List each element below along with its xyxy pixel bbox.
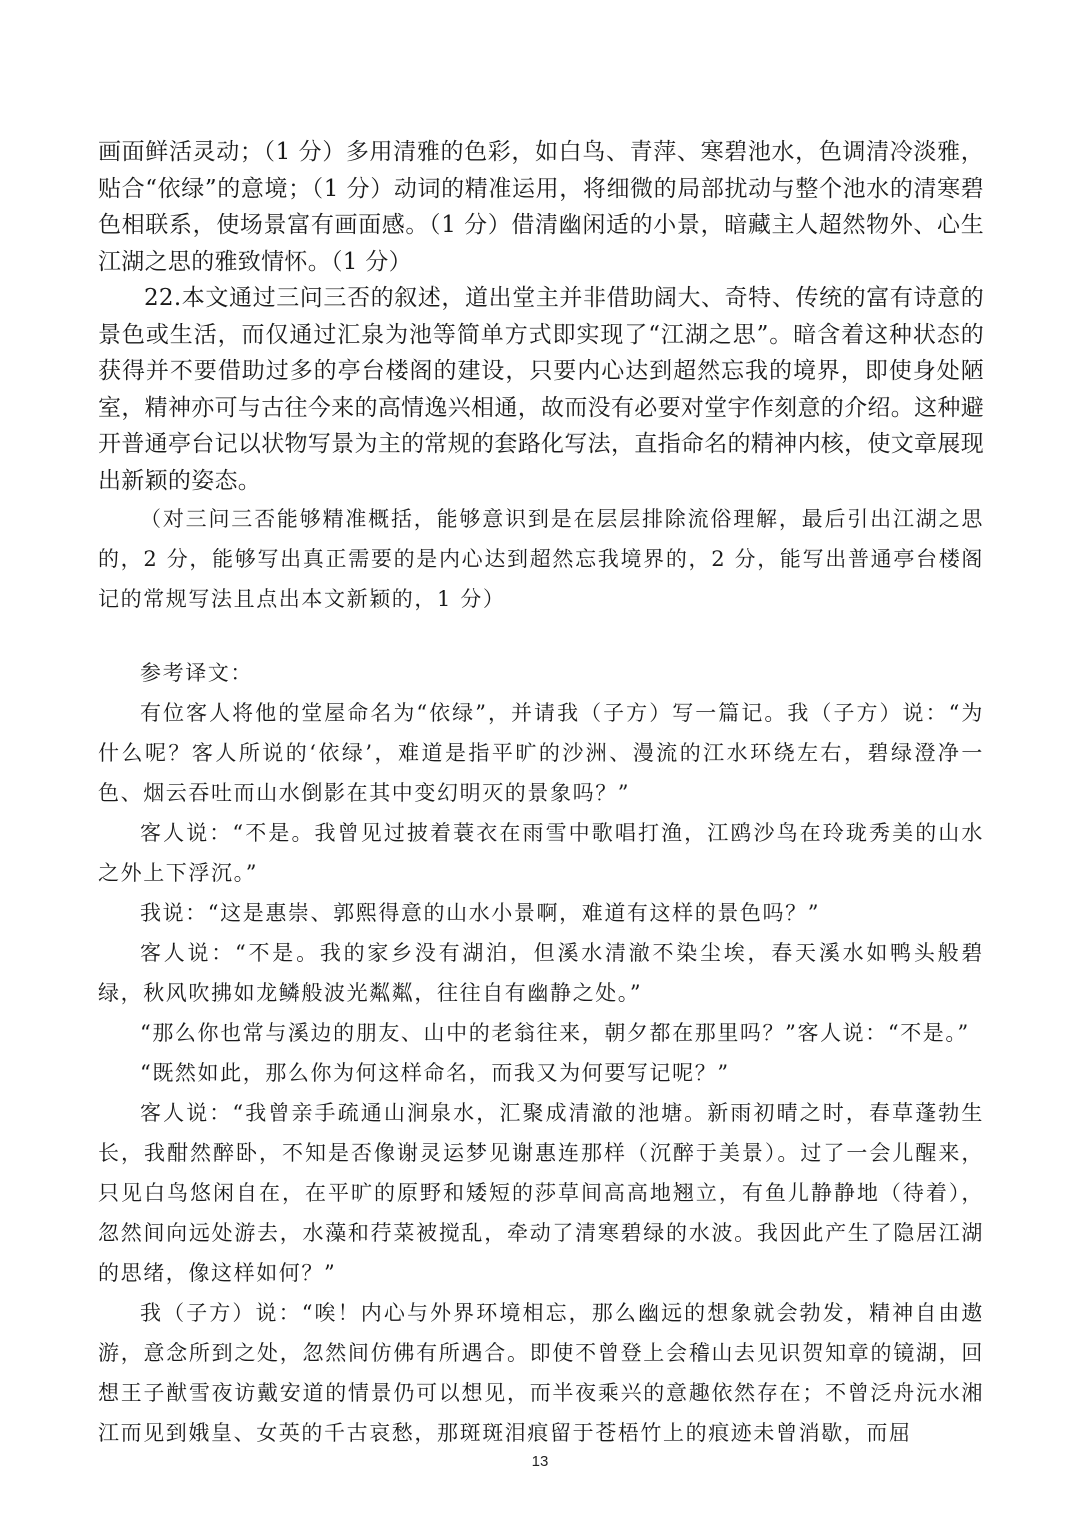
translation-paragraph: 我（子方）说：“唉！内心与外界环境相忘，那么幽远的想象就会勃发，精神自由遨游，意念所到之处，忽然间仿佛有所遇合。即使不曾登上会稽山去见识贺知章的镜湖，回想王子猷雪夜访戴安道的情景仍可以想见，而半夜乘兴的意趣依然存在；不曾泛舟沅水湘江而见到娥皇、女英的千古哀愁，那斑斑泪痕留于苍梧竹上的痕迹未曾消歇，而屈	[98, 1301, 984, 1445]
answer-paragraph-21-end: 画面鲜活灵动；（1 分）多用清雅的色彩，如白鸟、青萍、寒碧池水，色调清冷淡雅，贴合“依绿”的意境；（1 分）动词的精准运用，将细微的局部扰动与整个池水的清寒碧色相联系，使场景富有画面感。（1 分）借清幽闲适的小景，暗藏主人超然物外、心生江湖之思的雅致情怀。（1 分）	[98, 139, 984, 275]
translation-heading: 参考译文：	[140, 661, 253, 685]
translation-paragraph: “那么你也常与溪边的朋友、山中的老翁往来，朝夕都在那里吗？”客人说：“不是。”	[140, 1021, 970, 1045]
translation-paragraph: 我说：“这是惠崇、郭熙得意的山水小景啊，难道有这样的景色吗？”	[140, 901, 821, 925]
section-gap	[98, 619, 984, 653]
translation-paragraph: 有位客人将他的堂屋命名为“依绿”，并请我（子方）写一篇记。我（子方）说：“为什么呢？客人所说的‘依绿’，难道是指平旷的沙洲、漫流的江水环绕左右，碧绿澄净一色、烟云吞吐而山水倒影在其中变幻明灭的景象吗？”	[98, 701, 984, 805]
page-number: 13	[531, 1453, 549, 1470]
answer-paragraph-22: 22.本文通过三问三否的叙述，道出堂主并非借助阔大、奇特、传统的富有诗意的景色或生活，而仅通过汇泉为池等简单方式即实现了“江湖之思”。暗含着这种状态的获得并不要借助过多的亭台楼阁的建设，只要内心达到超然忘我的境界，即使身处陋室，精神亦可与古往今来的高情逸兴相通，故而没有必要对堂宇作刻意的介绍。这种避开普通亭台记以状物写景为主的常规的套路化写法，直指命名的精神内核，使文章展现出新颖的姿态。	[98, 285, 984, 494]
scoring-note: （对三问三否能够精准概括，能够意识到是在层层排除流俗理解，最后引出江湖之思的，2 分，能够写出真正需要的是内心达到超然忘我境界的，2 分，能写出普通亭台楼阁记的常规写法且点出本文新颖的，1 分）	[98, 507, 984, 611]
translation-paragraph: 客人说：“我曾亲手疏通山涧泉水，汇聚成清澈的池塘。新雨初晴之时，春草蓬勃生长，我酣然醉卧，不知是否像谢灵运梦见谢惠连那样（沉醉于美景）。过了一会儿醒来，只见白鸟悠闲自在，在平旷的原野和矮短的莎草间高高地翘立，有鱼儿静静地（待着），忽然间向远处游去，水藻和荇菜被搅乱，牵动了清寒碧绿的水波。我因此产生了隐居江湖的思绪，像这样如何？”	[98, 1101, 984, 1285]
translation-paragraph: 客人说：“不是。我的家乡没有湖泊，但溪水清澈不染尘埃，春天溪水如鸭头般碧绿，秋风吹拂如龙鳞般波光粼粼，往往自有幽静之处。”	[98, 941, 984, 1005]
translation-paragraph: “既然如此，那么你为何这样命名，而我又为何要写记呢？”	[140, 1061, 730, 1085]
document-page	[98, 134, 984, 1453]
translation-paragraph: 客人说：“不是。我曾见过披着蓑衣在雨雪中歌唱打渔，江鸥沙鸟在玲珑秀美的山水之外上下浮沉。”	[98, 821, 984, 885]
